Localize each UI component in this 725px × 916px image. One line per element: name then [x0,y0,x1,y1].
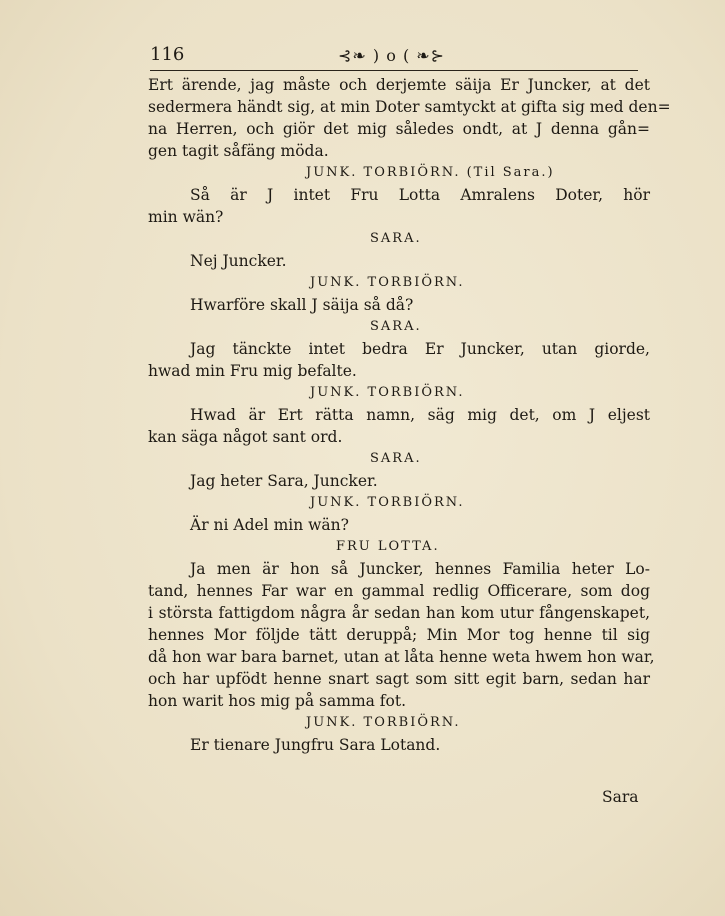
text-line: i största fattigdom några år sedan han kom utur fångenskapet, [148,604,650,622]
page-body [148,74,671,756]
text-line: Hwarföre skall J säija så då? [190,296,414,314]
speaker-heading: SARA. [370,319,422,334]
text-line: tand, hennes Far war en gammal redlig Officerare, som dog [148,582,650,600]
text-line: min wän? [148,208,224,226]
text-line: kan säga något sant ord. [148,428,343,446]
page-header [150,44,638,71]
speaker-heading: JUNK. TORBIÖRN. [310,495,465,510]
text-line: Är ni Adel min wän? [190,516,349,534]
text-line: Er tienare Jungfru Sara Lotand. [190,736,441,754]
text-line: hwad min Fru mig befalte. [148,362,357,380]
page-number: 116 [150,44,185,65]
speaker-heading: SARA. [370,231,422,246]
text-line: Ert ärende, jag måste och derjemte säija Er Juncker, at det [148,76,650,94]
text-line: hennes Mor följde tätt deruppå; Min Mor tog henne til sig [148,626,650,644]
text-line: Jag tänckte intet bedra Er Juncker, utan giorde, [190,340,650,358]
speaker-heading: JUNK. TORBIÖRN. [310,275,465,290]
text-line: Ja men är hon så Juncker, hennes Familia heter Lo- [190,560,650,578]
text-line: Så är J intet Fru Lotta Amralens Doter, hör [190,186,650,204]
catchword: Sara [602,788,639,806]
speaker-heading: FRU LOTTA. [336,539,440,554]
speaker-heading: JUNK. TORBIÖRN. [310,385,465,400]
speaker-heading: SARA. [370,451,422,466]
text-line: sedermera händt sig, at min Doter samtyckt at gifta sig med den= [148,98,671,116]
text-line: gen tagit såfäng möda. [148,142,329,160]
text-line: och har upfödt henne snart sagt som sitt egit barn, sedan har [148,670,650,688]
text-line: Jag heter Sara, Juncker. [190,472,378,490]
speaker-heading: JUNK. TORBIÖRN. (Til Sara.) [306,165,555,180]
text-line: na Herren, och giör det mig således ondt, at J denna gån= [148,120,650,138]
text-line: då hon war bara barnet, utan at låta henne weta hwem hon war, [148,648,655,666]
header-ornament: ⊰❧ ) o ( ❧⊱ [338,46,446,65]
text-line: Nej Juncker. [190,252,287,270]
text-line: Hwad är Ert rätta namn, säg mig det, om J eljest [190,406,650,424]
text-line: hon warit hos mig på samma fot. [148,692,407,710]
speaker-heading: JUNK. TORBIÖRN. [306,715,461,730]
